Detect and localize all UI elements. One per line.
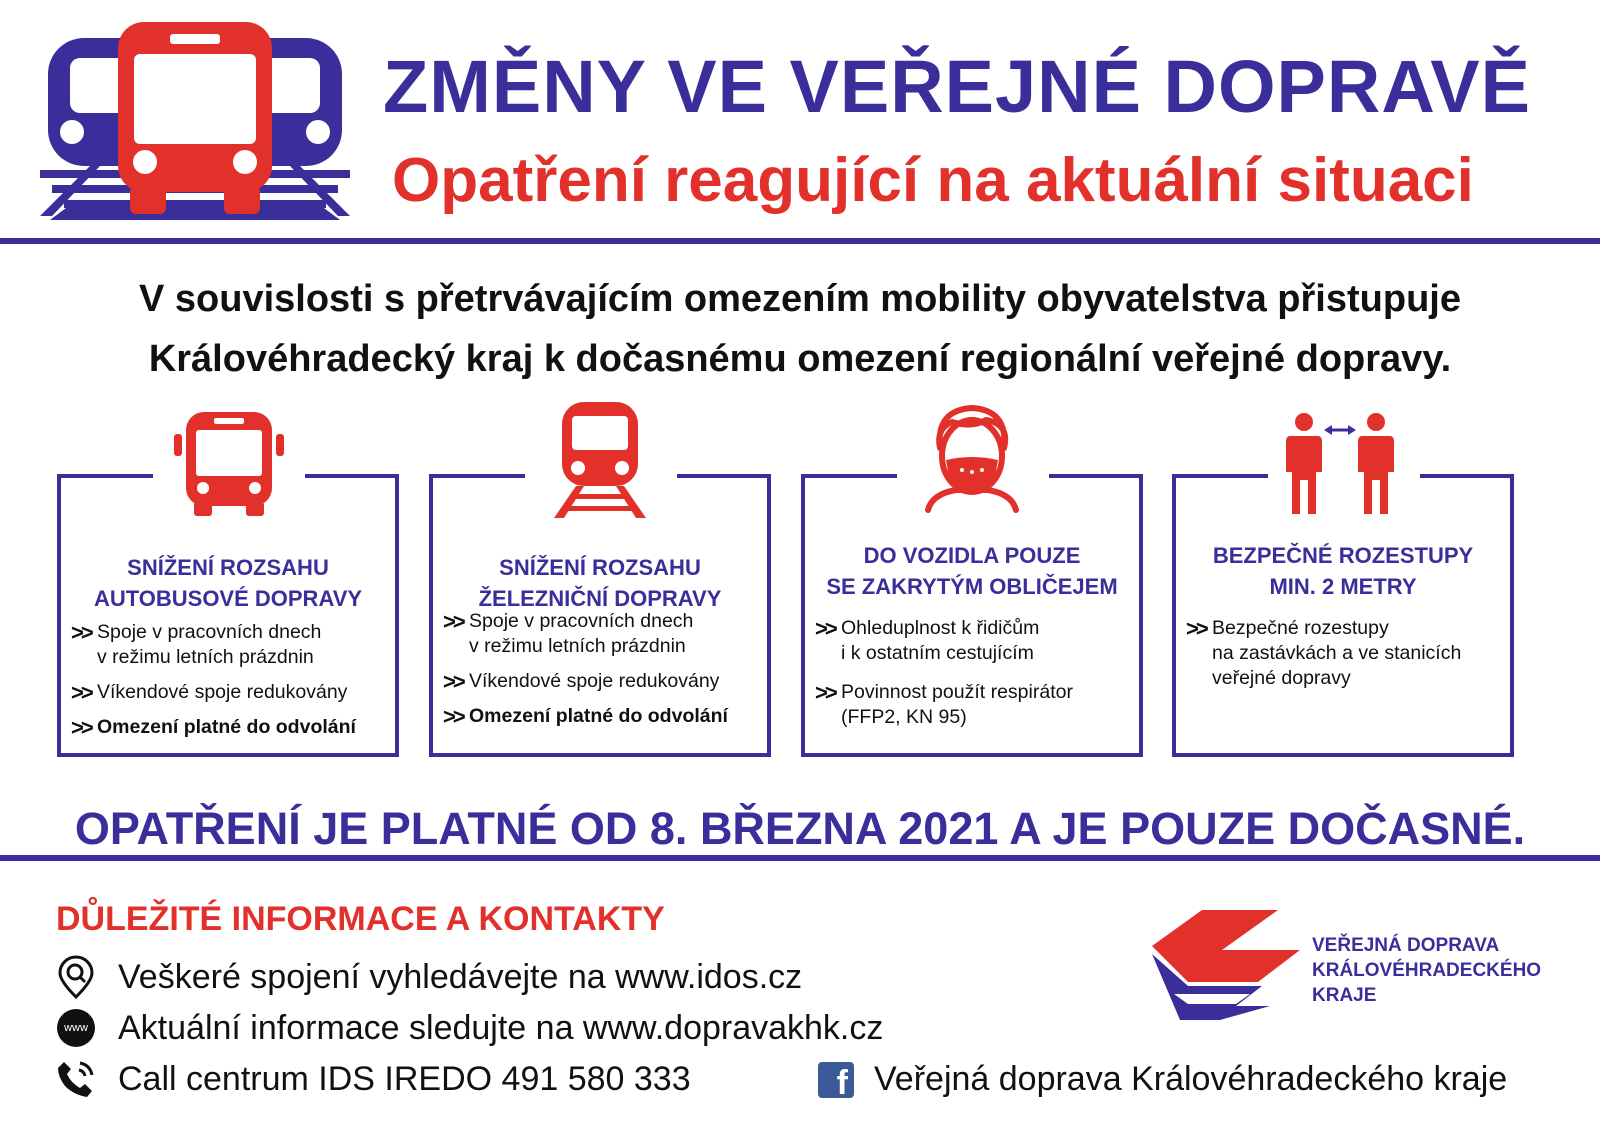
list-item: >> Spoje v pracovních dnech v režimu letních prázdnin (71, 620, 322, 668)
facebook-icon: f (818, 1062, 854, 1098)
card-title: SNÍŽENÍ ROZSAHU AUTOBUSOVÉ DOPRAVY (93, 555, 363, 611)
card-title: BEZPEČNÉ ROZESTUPY MIN. 2 METRY (1212, 543, 1474, 599)
intro-line-2: Královéhradecký kraj k dočasnému omezení regionální veřejné dopravy. (148, 338, 1452, 380)
list-item: >> Ohleduplnost k řidičům i k ostatním cestujícím (815, 616, 1040, 664)
card-items (443, 609, 761, 739)
card-items (71, 620, 389, 750)
social-distance-icon (1284, 410, 1396, 520)
top-divider (0, 238, 1600, 244)
list-item: >> Spoje v pracovních dnech v režimu letních prázdnin (443, 609, 694, 657)
list-item: >> Omezení platné do odvolání (443, 704, 728, 729)
card-items (815, 616, 1133, 740)
chevron-right-icon: >> (443, 704, 463, 729)
www-icon: www (56, 1008, 96, 1048)
phone-icon (56, 1059, 96, 1099)
face-mask-icon (922, 402, 1022, 520)
facebook-link[interactable] (818, 1060, 1508, 1102)
contact-phone (56, 1054, 691, 1104)
chevron-right-icon: >> (71, 715, 91, 740)
list-item: >> Omezení platné do odvolání (71, 715, 356, 740)
card-title: SNÍŽENÍ ROZSAHU ŽELEZNIČNÍ DOPRAVY (478, 555, 722, 611)
train-bus-logo-icon (30, 20, 360, 220)
contact-phone-text: Call centrum IDS IREDO 491 580 333 (118, 1059, 691, 1098)
contacts-heading: DŮLEŽITÉ INFORMACE A KONTAKTY (56, 900, 665, 938)
bus-icon (170, 408, 288, 518)
search-location-icon (56, 957, 96, 997)
list-item: >> Povinnost použít respirátor (FFP2, KN 95) (815, 680, 1073, 728)
bottom-divider (0, 855, 1600, 861)
contact-web (56, 1003, 883, 1053)
page-subtitle: Opatření reagující na aktuální situaci (392, 146, 1474, 215)
page-title: ZMĚNY VE VEŘEJNÉ DOPRAVĚ (383, 45, 1531, 128)
chevron-right-icon: >> (443, 609, 463, 634)
chevron-right-icon: >> (71, 620, 91, 645)
intro-line-1: V souvislosti s přetrvávajícím omezením mobility obyvatelstva přistupuje (139, 278, 1461, 320)
contact-web-text: Aktuální informace sledujte na www.dopravakhk.cz (118, 1008, 884, 1047)
brand-text: VEŘEJNÁ DOPRAVA KRÁLOVÉHRADECKÉHO KRAJE (1312, 935, 1542, 1006)
chevron-right-icon: >> (815, 616, 835, 641)
contact-search-text: Veškeré spojení vyhledávejte na www.idos.cz (118, 957, 803, 996)
list-item: >> Víkendové spoje redukovány (443, 669, 720, 694)
card-items (1186, 616, 1504, 701)
chevron-right-icon: >> (71, 680, 91, 705)
list-item: >> Víkendové spoje redukovány (71, 680, 348, 705)
chevron-right-icon: >> (815, 680, 835, 705)
train-icon (552, 400, 648, 520)
card-title: DO VOZIDLA POUZE SE ZAKRYTÝM OBLIČEJEM (826, 543, 1118, 599)
brand-mark-icon (1150, 910, 1310, 1020)
brand-logo (1172, 925, 1572, 1035)
facebook-text: Veřejná doprava Královéhradeckého kraje (874, 1060, 1508, 1098)
validity-notice: OPATŘENÍ JE PLATNÉ OD 8. BŘEZNA 2021 A JE POUZE DOČASNÉ. (74, 803, 1526, 854)
list-item: >> Bezpečné rozestupy na zastávkách a ve stanicích veřejné dopravy (1186, 616, 1462, 689)
contact-search (56, 952, 802, 1002)
chevron-right-icon: >> (1186, 616, 1206, 641)
chevron-right-icon: >> (443, 669, 463, 694)
